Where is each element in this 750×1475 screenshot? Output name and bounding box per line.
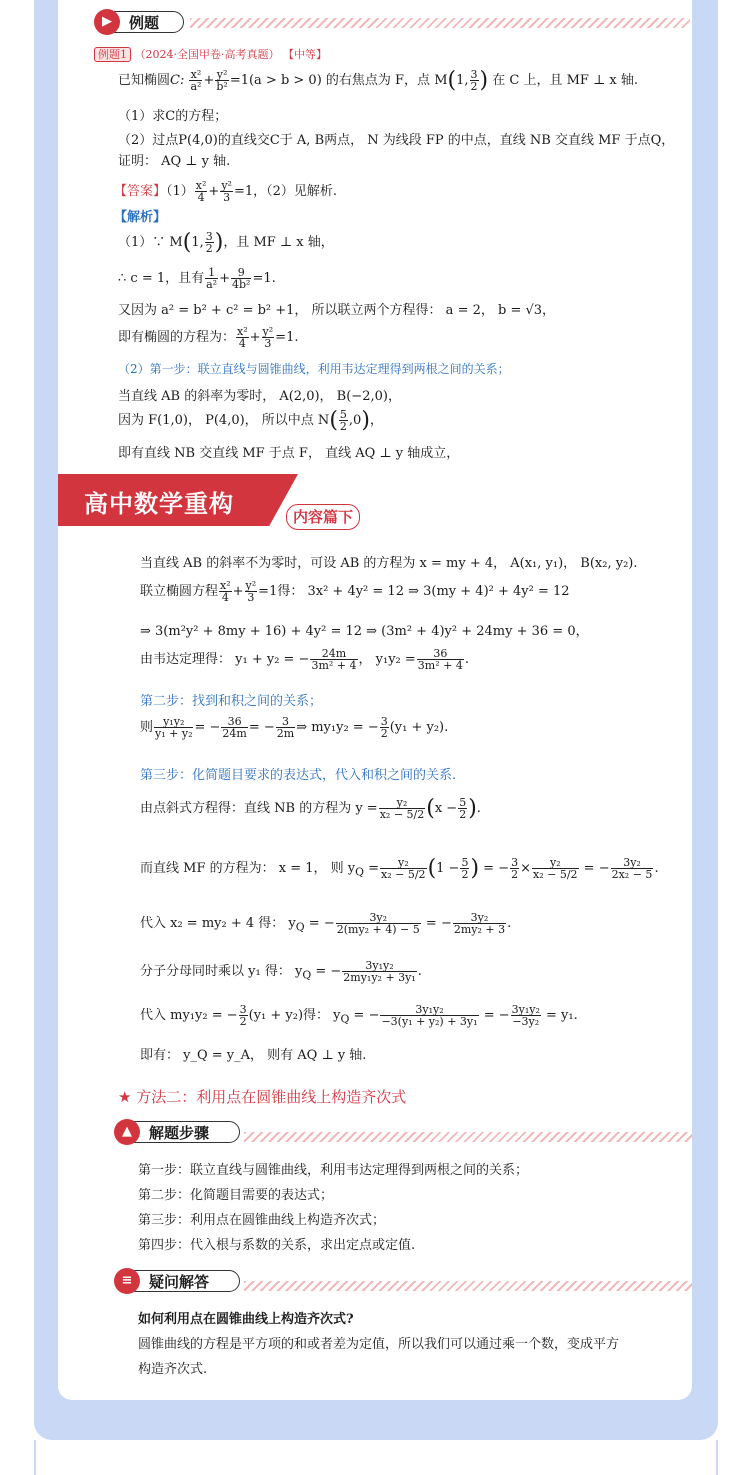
problem-q2b: 证明： AQ ⊥ y 轴. [118, 154, 231, 169]
cont-line-9: 分子分母同时乘以 y₁ 得： $y_Q$ = − $\frac{\text{3y₁y₂}}{\text{2my₁y₂ + 3y₁}}$ . [140, 959, 422, 984]
text: =1(a > b > 0) 的右焦点为 F，点 M [229, 73, 448, 88]
cont-line-1: 当直线 AB 的斜率不为零时，可设 AB 的方程为 x = my + 4， A(x₁, y₁)， B(x₂, y₂). [140, 556, 638, 571]
text: =1，（2）见解析. [233, 184, 338, 199]
text: 在 C 上，且 MF ⊥ x 轴. [492, 73, 639, 88]
fraction: $\frac{3}{2m}$ [276, 715, 295, 740]
fraction: $\frac{3}{2}$ [239, 1003, 247, 1028]
analysis-line-2: ∴ c = 1，且有 $\frac{1}{\text{a²}}$ + $\frac{9}{\text{4b²}}$ =1. [118, 266, 276, 291]
text: 已知椭圆 [118, 73, 171, 88]
cont-line-7: 而直线 MF 的方程为： x = 1， 则 $y_Q$ = $\frac{\text{y₂}}{\text{x₂ − 5/2}}$ (1 − $\frac{5}{2}$ ) = − $\frac{3}{2}$ × $\frac{\text{y₂}}{\text{x₂ − 5/2}}$ = − $\frac{\text{3y₂}}{\text{2x₂ − 5}}$ . [140, 856, 659, 881]
fraction: $\frac{24m}{\text{3m² + 4}}$ [311, 647, 357, 672]
cont-line-2: 联立椭圆方程 $\frac{\text{x²}}{4}$ + $\frac{\text{y²}}{3}$ =1得： 3x² + 4y² = 12 ⇒ 3(my + 4)² + 4y² = 12 [140, 579, 570, 604]
fraction: $\frac{\text{y₁y₂}}{\text{y₁ + y₂}}$ [155, 715, 193, 740]
text: C: [170, 73, 185, 88]
problem-source-line [94, 46, 327, 62]
answer-line: 【答案】（1） $\frac{\text{x²}}{4}$ + $\frac{\text{y²}}{3}$ =1，（2）见解析. [114, 179, 338, 204]
text: ⇒ my₁y₂ = − [296, 720, 379, 735]
analysis-label: 【解析】 [114, 210, 167, 225]
fraction: $\frac{9}{\text{4b²}}$ [232, 266, 251, 291]
fraction: $\frac{3}{2}$ [205, 230, 213, 255]
qa-answer-line-1: 圆锥曲线的方程是平方项的和或者差为定值，所以我们可以通过乘一个数，变成平方 [138, 1337, 620, 1352]
cont-line-4: 由韦达定理得： y₁ + y₂ = − $\frac{24m}{\text{3m² + 4}}$ ， y₁y₂ = $\frac{36}{\text{3m² + 4}}$ . [140, 647, 469, 672]
fraction: $\frac{\text{x²}}{4}$ [220, 579, 231, 604]
fraction: $\frac{\text{3y₁y₂}}{\text{−3y₂}}$ [511, 1003, 540, 1028]
text: ， y₁y₂ = [358, 652, 416, 667]
chapter-banner [58, 474, 692, 530]
method-2-title: ★ 方法二：利用点在圆锥曲线上构造齐次式 [118, 1088, 407, 1106]
fraction: $\frac{\text{y₂}}{\text{x₂ − 5/2}}$ [533, 856, 578, 881]
banner-title: 高中数学重构 [84, 490, 234, 518]
text: = − [194, 720, 221, 735]
answer-label: 【答案】 [114, 184, 167, 199]
analysis-line-7: 即有直线 NB 交直线 MF 于点 F， 直线 AQ ⊥ y 轴成立， [118, 446, 460, 461]
analysis-line-4: 即有椭圆的方程为： $\frac{\text{x²}}{4}$ + $\frac{\text{y²}}{3}$ =1. [118, 325, 299, 350]
fraction: $\frac{1}{\text{a²}}$ [206, 266, 218, 291]
text: （1）∵ M [118, 235, 183, 250]
example-header-label: 例题 [129, 14, 160, 32]
problem-source: （2024·全国甲卷·高考真题） [134, 48, 280, 61]
fraction: $\frac{3}{2}$ [470, 68, 478, 93]
cont-step-2: 第二步：找到和积之间的关系； [140, 694, 323, 709]
qa-question: 如何利用点在圆锥曲线上构造齐次式? [138, 1312, 354, 1327]
fraction: $\frac{3}{2}$ [380, 715, 388, 740]
graduation-cap-icon: ▲ [114, 1119, 140, 1145]
fraction: $\frac{\text{y²}}{\text{b²}}$ [216, 68, 228, 93]
text: 由韦达定理得： y₁ + y₂ = − [140, 652, 310, 667]
fraction: $\frac{\text{x²}}{4}$ [195, 179, 207, 204]
cont-step-3: 第三步：化简题目要求的表达式，代入和积之间的关系. [140, 768, 457, 783]
fraction: $\frac{\text{x²}}{4}$ [237, 325, 248, 350]
problem-tag: 例题1 [94, 47, 131, 62]
step-item-3: 第三步：利用点在圆锥曲线上构造齐次式； [138, 1213, 386, 1228]
fraction: $\frac{\text{y²}}{3}$ [221, 179, 232, 204]
text: 分子分母同时乘以 y₁ 得： y [140, 964, 303, 979]
fraction: $\frac{\text{3y₂}}{\text{2my₂ + 3}}$ [453, 911, 506, 936]
decorative-hatch [190, 18, 690, 28]
analysis-line-1: （1）∵ M(1, $\frac{3}{2}$ )，且 MF ⊥ x 轴， [118, 230, 334, 255]
play-flag-icon: ▶ [94, 9, 120, 35]
analysis-line-3: 又因为 a² = b² + c² = b² +1， 所以联立两个方程得： a = 2， b = √3， [118, 303, 556, 318]
fraction: $\frac{36}{24m}$ [222, 715, 247, 740]
text: 代入 x₂ = my₂ + 4 得： y [140, 916, 296, 931]
decorative-hatch [244, 1281, 692, 1291]
fraction: $\frac{\text{3y₁y₂}}{\text{2my₁y₂ + 3y₁}}$ [343, 959, 416, 984]
fraction: $\frac{\text{y₂}}{\text{x₂ − 5/2}}$ [379, 796, 425, 821]
fraction: $\frac{5}{2}$ [459, 796, 467, 821]
fraction: $\frac{\text{y²}}{3}$ [262, 325, 274, 350]
fraction: $\frac{\text{y²}}{3}$ [245, 579, 257, 604]
text: 联立椭圆方程 [140, 584, 219, 599]
steps-header-label: 解题步骤 [149, 1124, 210, 1142]
text: =1. [275, 330, 299, 345]
problem-q1: （1）求C的方程； [118, 109, 228, 124]
document-page [58, 0, 692, 1400]
cont-line-3: ⇒ 3(m²y² + 8my + 16) + 4y² = 12 ⇒ (3m² + 4)y² + 24my + 36 = 0， [140, 624, 589, 639]
fraction: $\frac{5}{2}$ [461, 856, 469, 881]
cont-line-10: 代入 my₁y₂ = − $\frac{3}{2}$ (y₁ + y₂)得： $y_Q$ = − $\frac{\text{3y₁y₂}}{\text{−3(y₁ + y₂) + 3y₁}}$ = − $\frac{\text{3y₁y₂}}{\text{−3y₂}}$ = y₁. [140, 1003, 578, 1028]
text: 由点斜式方程得：直线 NB 的方程为 y = [140, 801, 378, 816]
analysis-line-5: 当直线 AB 的斜率为零时， A(2,0)， B(−2,0)， [118, 389, 401, 404]
text: =1得： 3x² + 4y² = 12 ⇒ 3(my + 4)² + 4y² = 12 [258, 584, 570, 599]
cont-line-11: 即有： y_Q = y_A， 则有 AQ ⊥ y 轴. [140, 1048, 367, 1063]
fraction: $\frac{\text{3y₁y₂}}{\text{−3(y₁ + y₂) + 3y₁}}$ [381, 1003, 478, 1028]
fraction: $\frac{3}{2}$ [511, 856, 519, 881]
cont-line-6: 由点斜式方程得：直线 NB 的方程为 y = $\frac{\text{y₂}}{\text{x₂ − 5/2}}$ (x − $\frac{5}{2}$ ). [140, 796, 481, 821]
fraction: $\frac{\text{3y₂}}{\text{2x₂ − 5}}$ [611, 856, 653, 881]
qa-header-label: 疑问解答 [149, 1273, 210, 1291]
analysis-line-6: 因为 F(1,0)， P(4,0)， 所以中点 N( $\frac{5}{2}$ ,0)， [118, 408, 383, 433]
fraction: $\frac{\text{3y₂}}{\text{2(my₂ + 4) − 5}}$ [336, 911, 420, 936]
step-item-4: 第四步：代入根与系数的关系，求出定点或定值. [138, 1238, 416, 1253]
text: = − [248, 720, 275, 735]
problem-level: 【中等】 [283, 48, 327, 61]
text: 则 [140, 720, 154, 735]
cont-line-5 [140, 716, 448, 739]
step-item-1: 第一步：联立直线与圆锥曲线，利用韦达定理得到两根之间的关系； [138, 1163, 529, 1178]
problem-q2: （2）过点P(4,0)的直线交C于 A, B两点， N 为线段 FP 的中点，直线 NB 交直线 MF 于点Q， [118, 133, 675, 148]
fraction: $\frac{5}{2}$ [339, 408, 347, 433]
fraction: $\frac{\text{y₂}}{\text{x₂ − 5/2}}$ [381, 856, 426, 881]
text: 代入 my₁y₂ = − [140, 1008, 238, 1023]
fraction: $\frac{\text{x²}}{\text{a²}}$ [190, 68, 202, 93]
text: ，且 MF ⊥ x 轴， [223, 235, 334, 250]
problem-line-1: 已知椭圆C: $\frac{\text{x²}}{\text{a²}}$ + $\frac{\text{y²}}{\text{b²}}$ =1(a > b > 0) 的右焦点为 F，点 M(1, $\frac{3}{2}$ ) 在 C 上，且 MF ⊥ x 轴. [118, 68, 639, 93]
banner-subtitle: 内容篇下 [286, 504, 360, 530]
text: =1. [252, 271, 276, 286]
text: 而直线 MF 的方程为： x = 1， 则 y [140, 861, 356, 876]
menu-list-icon: ≡ [114, 1268, 140, 1294]
decorative-hatch [244, 1132, 692, 1142]
text: ， [369, 413, 383, 428]
text: (y₁ + y₂)得： y [248, 1008, 341, 1023]
qa-answer-line-2: 构造齐次式. [138, 1362, 208, 1377]
analysis-step-1: （2）第一步：联立直线与圆锥曲线，利用韦达定理得到两根之间的关系； [118, 362, 510, 376]
step-item-2: 第二步：化简题目需要的表达式； [138, 1188, 334, 1203]
cont-line-8: 代入 x₂ = my₂ + 4 得： $y_Q$ = − $\frac{\text{3y₂}}{\text{2(my₂ + 4) − 5}}$ = − $\frac{\text{3y₂}}{\text{2my₂ + 3}}$ . [140, 911, 512, 936]
text: ∴ c = 1，且有 [118, 271, 205, 286]
fraction: $\frac{36}{\text{3m² + 4}}$ [417, 647, 463, 672]
text: （1） [166, 184, 194, 199]
text: 即有椭圆的方程为： [118, 330, 236, 345]
text: (y₁ + y₂). [389, 720, 449, 735]
text: 因为 F(1,0)， P(4,0)， 所以中点 N [118, 413, 330, 428]
bottom-strip [34, 1440, 718, 1475]
